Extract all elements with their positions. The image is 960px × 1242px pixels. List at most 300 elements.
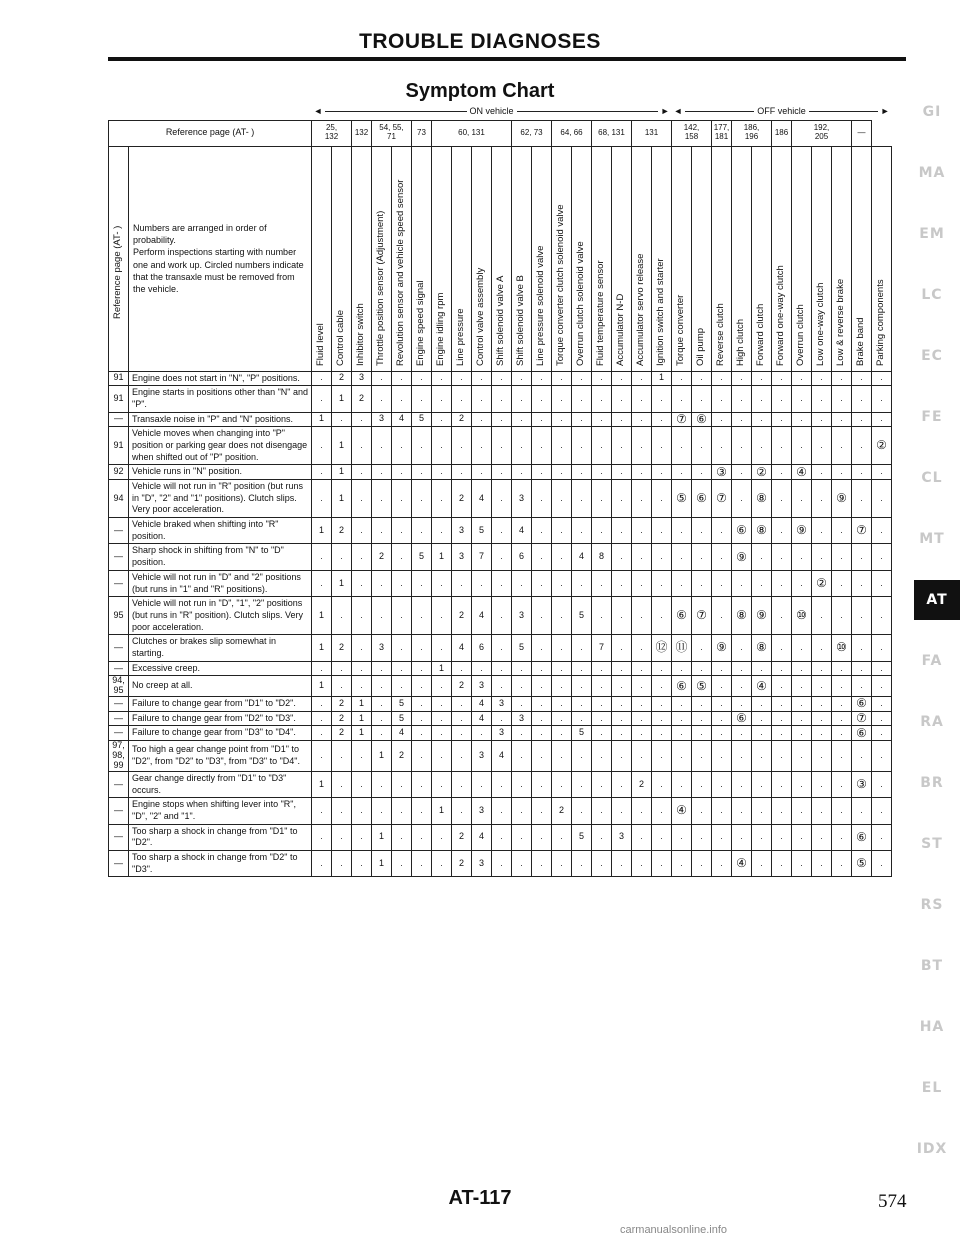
table-cell [872,726,892,741]
empty-dot: . [540,804,543,815]
table-cell: 2 [332,726,352,741]
table-cell [632,597,652,635]
empty-dot: . [860,680,863,691]
reference-page-cell: 192, 205 [792,120,852,146]
circled-priority: ⑨ [716,640,727,655]
table-cell [412,726,432,741]
empty-dot: . [600,831,603,842]
empty-dot: . [840,778,843,789]
table-cell [392,824,412,850]
empty-dot: . [620,804,623,815]
empty-dot: . [400,466,403,477]
table-cell [832,676,852,697]
empty-dot: . [620,492,623,503]
empty-dot: . [540,372,543,383]
table-cell [632,570,652,596]
column-header-label: Shift solenoid valve A [495,275,507,366]
table-cell [872,518,892,544]
side-tab-em[interactable]: EM [919,226,945,242]
reference-page-cell: 54, 55, 71 [372,120,412,146]
table-cell [492,676,512,697]
table-cell [352,412,372,427]
table-cell [652,412,672,427]
empty-dot: . [520,372,523,383]
table-cell [592,697,612,712]
table-cell [712,570,732,596]
table-cell [432,850,452,876]
circled-priority: ⑧ [756,640,767,655]
table-cell [392,518,412,544]
table-cell [672,771,692,797]
column-header-label: Overrun clutch solenoid valve [575,240,587,366]
table-cell [472,371,492,386]
table-cell [792,850,812,876]
empty-dot: . [780,680,783,691]
column-header [712,146,732,371]
table-cell [852,597,872,635]
empty-dot: . [380,680,383,691]
empty-dot: . [420,804,423,815]
table-cell [872,480,892,518]
side-tab-fa[interactable]: FA [921,653,943,669]
empty-dot: . [400,372,403,383]
table-cell [712,412,732,427]
empty-dot: . [780,778,783,789]
circled-priority: ② [876,438,887,453]
side-tab-mt[interactable]: MT [919,531,945,547]
empty-dot: . [500,413,503,424]
table-cell [652,771,672,797]
table-cell [752,480,772,518]
table-cell [772,427,792,465]
circled-priority: ⑥ [736,523,747,538]
empty-dot: . [700,662,703,673]
table-cell [812,824,832,850]
row-symptom: Transaxle noise in "P" and "N" positions. [129,412,312,427]
table-cell: 4 [572,544,592,570]
table-cell [692,427,712,465]
table-cell [412,427,432,465]
side-tab-el[interactable]: EL [921,1080,943,1096]
table-cell [772,711,792,726]
empty-dot: . [340,413,343,424]
table-cell [732,798,752,824]
column-header-label: Control valve assembly [475,267,487,366]
table-cell [492,480,512,518]
table-cell [792,570,812,596]
table-cell [312,386,332,412]
table-cell [612,412,632,427]
table-cell [772,824,792,850]
empty-dot: . [860,641,863,652]
circled-priority: ⑤ [696,678,707,693]
table-cell: 1 [432,661,452,676]
empty-dot: . [540,524,543,535]
table-cell [652,635,672,661]
table-cell [792,798,812,824]
empty-dot: . [700,804,703,815]
table-cell [792,386,812,412]
empty-dot: . [520,697,523,708]
empty-dot: . [560,466,563,477]
empty-dot: . [500,551,503,562]
circled-priority: ⑥ [696,412,707,426]
empty-dot: . [580,641,583,652]
table-cell [832,386,852,412]
empty-dot: . [780,697,783,708]
reference-page-cell: — [852,120,872,146]
table-cell [832,635,852,661]
column-header [752,146,772,371]
table-cell [632,544,652,570]
table-cell [432,597,452,635]
empty-dot: . [720,778,723,789]
row-reference-page: 94, 95 [109,676,129,697]
empty-dot: . [800,712,803,723]
empty-dot: . [800,392,803,403]
empty-dot: . [360,466,363,477]
table-row [109,371,892,386]
side-tab-st[interactable]: ST [921,836,943,852]
side-tab-at[interactable]: AT [914,580,960,620]
side-tab-ec[interactable]: EC [921,348,943,364]
empty-dot: . [660,778,663,789]
table-cell [512,771,532,797]
table-cell [752,676,772,697]
table-cell [632,711,652,726]
empty-dot: . [780,577,783,588]
table-cell [732,850,752,876]
empty-dot: . [340,778,343,789]
table-cell [652,824,672,850]
empty-dot: . [440,778,443,789]
empty-dot: . [440,609,443,620]
title-rule [108,57,906,61]
table-cell [852,570,872,596]
table-cell [312,711,332,726]
table-cell [652,597,672,635]
empty-dot: . [480,727,483,738]
empty-dot: . [560,392,563,403]
empty-dot: . [620,857,623,868]
table-cell [592,386,612,412]
empty-dot: . [660,466,663,477]
column-header-label: Reverse clutch [715,302,727,366]
table-cell [732,480,752,518]
empty-dot: . [380,727,383,738]
table-cell [712,726,732,741]
side-tab-br[interactable]: BR [920,775,944,791]
column-header-label: Low & reverse brake [835,278,847,366]
column-header-label: Fluid temperature sensor [595,259,607,366]
empty-dot: . [520,804,523,815]
table-cell [612,711,632,726]
table-cell [652,661,672,676]
empty-dot: . [740,778,743,789]
empty-dot: . [760,750,763,761]
empty-dot: . [620,577,623,588]
column-header-label: Revolution sensor and vehicle speed sensor [395,179,407,366]
empty-dot: . [380,392,383,403]
table-cell [852,711,872,726]
table-row [109,661,892,676]
table-cell [652,427,672,465]
table-cell [392,635,412,661]
circled-priority: ⑥ [696,490,707,505]
table-cell [752,518,772,544]
empty-dot: . [580,439,583,450]
empty-dot: . [780,750,783,761]
row-reference-page: — [109,635,129,661]
row-reference-page: 95 [109,597,129,635]
column-header [672,146,692,371]
table-cell [352,465,372,480]
table-cell [812,386,832,412]
empty-dot: . [700,712,703,723]
empty-dot: . [680,831,683,842]
table-cell [812,412,832,427]
reference-page-cell: 186 [772,120,792,146]
table-cell [572,635,592,661]
table-cell [492,711,512,726]
empty-dot: . [700,392,703,403]
table-cell: 1 [432,798,452,824]
reference-page-cell: 73 [412,120,432,146]
empty-dot: . [800,577,803,588]
side-tab-bt[interactable]: BT [920,958,944,974]
column-header-label: Line pressure [455,307,467,366]
table-cell [772,597,792,635]
empty-dot: . [740,750,743,761]
empty-dot: . [880,857,883,868]
empty-dot: . [520,392,523,403]
circled-priority: ⑩ [836,640,847,655]
table-cell [852,412,872,427]
row-reference-page: — [109,824,129,850]
table-cell [852,798,872,824]
table-cell [312,570,332,596]
table-cell [732,570,752,596]
table-cell [352,798,372,824]
empty-dot: . [520,831,523,842]
table-cell [532,726,552,741]
empty-dot: . [680,524,683,535]
empty-dot: . [800,662,803,673]
reference-page-cell: 177, 181 [712,120,732,146]
empty-dot: . [360,577,363,588]
empty-dot: . [680,697,683,708]
table-cell [792,771,812,797]
column-header [312,146,332,371]
side-tab-rs[interactable]: RS [920,897,944,913]
table-cell [572,850,592,876]
table-cell [472,726,492,741]
table-cell [552,711,572,726]
table-cell: 1 [312,676,332,697]
column-header-label: Shift solenoid valve B [515,274,527,366]
side-tab-lc[interactable]: LC [921,287,943,303]
reference-page-cell: 25, 132 [312,120,352,146]
row-symptom: Excessive creep. [129,661,312,676]
table-cell: 1 [372,850,392,876]
empty-dot: . [380,524,383,535]
table-cell [812,570,832,596]
empty-dot: . [620,466,623,477]
empty-dot: . [440,466,443,477]
empty-dot: . [600,524,603,535]
side-tab-ra[interactable]: RA [920,714,944,730]
empty-dot: . [620,439,623,450]
empty-dot: . [580,680,583,691]
empty-dot: . [640,577,643,588]
empty-dot: . [460,439,463,450]
empty-dot: . [560,439,563,450]
empty-dot: . [780,662,783,673]
row-symptom: Engine starts in positions other than "N" and "P". [129,386,312,412]
table-cell [392,570,412,596]
circled-priority: ⑨ [736,549,747,564]
table-cell [812,697,832,712]
side-tab-idx[interactable]: IDX [916,1141,948,1157]
table-cell: 3 [492,697,512,712]
empty-dot: . [780,804,783,815]
table-cell [752,570,772,596]
column-header-row [109,146,892,371]
table-cell [772,480,792,518]
table-cell [792,661,812,676]
empty-dot: . [520,439,523,450]
side-tab-fe[interactable]: FE [921,409,943,425]
table-cell [612,518,632,544]
column-header [372,146,392,371]
table-cell [792,635,812,661]
empty-dot: . [480,577,483,588]
table-cell [452,798,472,824]
table-cell [672,386,692,412]
empty-dot: . [580,392,583,403]
row-symptom: Vehicle runs in "N" position. [129,465,312,480]
table-cell [872,661,892,676]
table-cell [412,741,432,772]
empty-dot: . [320,857,323,868]
empty-dot: . [440,439,443,450]
table-cell [552,771,572,797]
table-cell [692,480,712,518]
table-cell: 5 [392,697,412,712]
table-cell [852,480,872,518]
table-cell [812,371,832,386]
table-cell [772,798,792,824]
table-cell [812,544,832,570]
table-cell [572,518,592,544]
table-cell [692,697,712,712]
empty-dot: . [820,804,823,815]
circled-priority: ② [756,464,767,479]
table-cell [572,427,592,465]
empty-dot: . [660,413,663,424]
circled-priority: ④ [676,803,687,818]
table-cell [612,726,632,741]
empty-dot: . [460,372,463,383]
empty-dot: . [820,662,823,673]
column-header [772,146,792,371]
empty-dot: . [400,831,403,842]
table-cell [732,676,752,697]
table-cell [872,544,892,570]
empty-dot: . [560,609,563,620]
empty-dot: . [700,831,703,842]
empty-dot: . [840,750,843,761]
table-cell [612,465,632,480]
empty-dot: . [420,857,423,868]
empty-dot: . [880,466,883,477]
empty-dot: . [780,439,783,450]
side-tab-ha[interactable]: HA [919,1019,945,1035]
table-cell [672,371,692,386]
empty-dot: . [860,609,863,620]
empty-dot: . [720,662,723,673]
reference-page-vertical-label: Reference page (AT- ) [112,225,124,319]
empty-dot: . [560,662,563,673]
table-cell [552,741,572,772]
side-tab-gi[interactable]: GI [922,104,942,120]
table-cell: 1 [432,544,452,570]
table-cell [512,697,532,712]
table-cell [432,711,452,726]
table-cell: 3 [512,711,532,726]
table-cell: 1 [352,711,372,726]
table-cell [532,465,552,480]
empty-dot: . [540,662,543,673]
table-cell [752,798,772,824]
side-tab-cl[interactable]: CL [921,470,943,486]
table-cell: 5 [412,412,432,427]
table-cell [732,635,752,661]
table-cell [712,427,732,465]
table-cell [372,798,392,824]
table-cell [532,771,552,797]
table-cell [712,544,732,570]
circled-priority: ④ [796,464,807,479]
circled-priority: ④ [756,678,767,693]
empty-dot: . [340,609,343,620]
empty-dot: . [780,712,783,723]
empty-dot: . [600,750,603,761]
table-cell [452,427,472,465]
table-cell [612,386,632,412]
empty-dot: . [680,551,683,562]
table-cell [832,465,852,480]
circled-priority: ⑧ [756,523,767,538]
column-header-label: Fluid level [315,322,327,366]
empty-dot: . [680,577,683,588]
circled-priority: ⑥ [856,696,867,711]
table-cell [872,635,892,661]
empty-dot: . [520,778,523,789]
table-cell [592,465,612,480]
table-cell [812,597,832,635]
page-title: TROUBLE DIAGNOSES [359,30,601,53]
empty-dot: . [700,727,703,738]
table-cell [652,697,672,712]
empty-dot: . [840,712,843,723]
empty-dot: . [740,662,743,673]
table-cell: 3 [612,824,632,850]
table-cell [512,741,532,772]
side-tab-ma[interactable]: MA [918,165,946,181]
table-cell [372,726,392,741]
table-cell [692,371,712,386]
